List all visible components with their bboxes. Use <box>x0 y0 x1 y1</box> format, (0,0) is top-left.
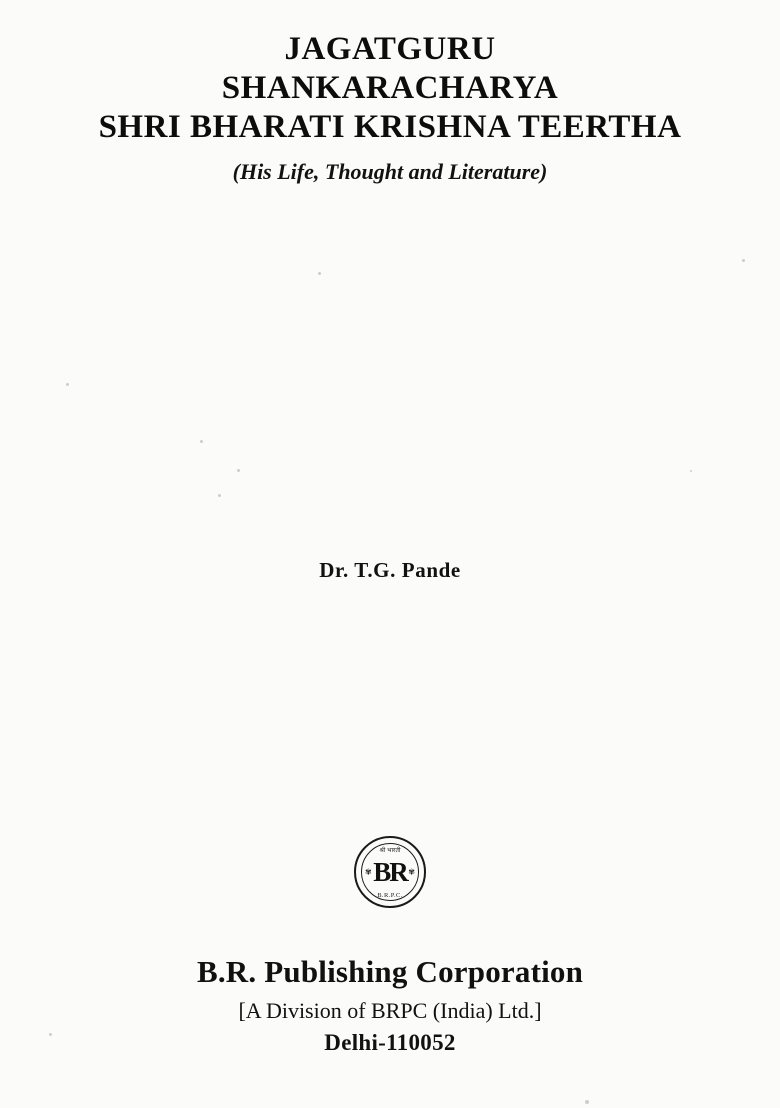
publisher-block <box>0 954 780 1056</box>
logo-top-script: श्री भारती <box>379 847 401 854</box>
scan-speck <box>690 470 692 472</box>
scan-speck <box>742 259 745 262</box>
publisher-city: Delhi-110052 <box>324 1030 456 1055</box>
scan-speck <box>218 494 221 497</box>
publisher-logo-icon <box>354 836 426 908</box>
book-subtitle: (His Life, Thought and Literature) <box>232 158 548 184</box>
logo-monogram: BR <box>373 857 407 888</box>
scan-speck <box>237 469 240 472</box>
publisher-name: B.R. Publishing Corporation <box>196 954 584 989</box>
flower-icon: ✾ <box>408 867 415 877</box>
scan-speck <box>66 383 69 386</box>
title-line-1: JAGATGURU <box>284 31 496 67</box>
publisher-logo-wrap <box>0 836 780 908</box>
title-line-2: SHANKARACHARYA <box>221 69 559 106</box>
scan-speck <box>318 272 321 275</box>
title-line-3: SHRI BHARATI KRISHNA TEERTHA <box>98 108 682 145</box>
author-name: Dr. T.G. Pande <box>319 558 461 582</box>
scan-speck <box>200 440 203 443</box>
scan-speck <box>585 1100 589 1104</box>
book-title <box>0 30 780 185</box>
publisher-division: [A Division of BRPC (India) Ltd.] <box>238 998 542 1023</box>
flower-icon: ✾ <box>365 867 372 877</box>
logo-bottom-text: B.R.P.C. <box>377 892 403 899</box>
